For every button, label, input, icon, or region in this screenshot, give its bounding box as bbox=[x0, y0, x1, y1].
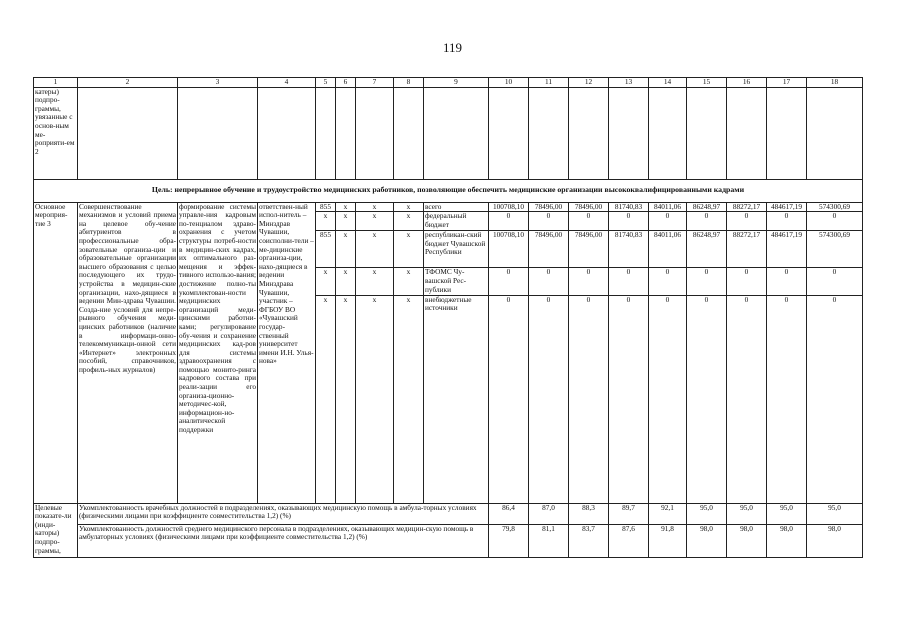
value-cell: 95,0 bbox=[727, 503, 767, 524]
value-cell: 0 bbox=[727, 295, 767, 503]
value-cell: 98,0 bbox=[807, 524, 863, 557]
event-description: Совершенствование механизмов и условий приема на целевое обу-чение абитуриентов в профессиональные обра-зовательные организа-ции и образовательные организации высшего образования с целью последующего их трудо-устройства в медицин-ские организации, нахо-дящиеся в ведении Мин-здрава Чувашии. Созда-ние условий для непре-рывного обучения меди-цинских работников (наличие в информаци-онно-телекоммуникаци-онной сети «Интернет» электронных пособий, справочников, профиль-ных журналов) bbox=[78, 202, 178, 503]
cell-c8: х bbox=[394, 212, 424, 231]
value-cell: 0 bbox=[687, 212, 727, 231]
funding-source: всего bbox=[424, 202, 489, 212]
value-cell: 89,7 bbox=[609, 503, 649, 524]
col-header: 4 bbox=[258, 78, 316, 88]
value-cell: 87,0 bbox=[529, 503, 569, 524]
cell-c5: х bbox=[316, 295, 336, 503]
value-cell: 78496,00 bbox=[529, 231, 569, 268]
value-cell: 98,0 bbox=[767, 524, 807, 557]
value-cell: 95,0 bbox=[767, 503, 807, 524]
col-header: 6 bbox=[336, 78, 356, 88]
value-cell: 86248,97 bbox=[687, 231, 727, 268]
value-cell: 81740,83 bbox=[609, 231, 649, 268]
col-header: 8 bbox=[394, 78, 424, 88]
value-cell: 0 bbox=[489, 295, 529, 503]
value-cell: 0 bbox=[529, 212, 569, 231]
cell-c6: х bbox=[336, 212, 356, 231]
page-number: 119 bbox=[442, 40, 463, 55]
event-executor: ответствен-ный испол-нитель – Минздрав Чувашии, соисполни-тели – ме-дицинские организа-ции, нахо-дящиеся в ведении Минздрава Чувашии, участник – ФГБОУ ВО «Чувашский государ-ственный университет имени И.Н. Улья-нова» bbox=[258, 202, 316, 503]
value-cell: 0 bbox=[727, 268, 767, 295]
value-cell: 88272,17 bbox=[727, 202, 767, 212]
value-cell: 0 bbox=[649, 295, 687, 503]
target-row bbox=[34, 503, 863, 524]
cell-c5: 855 bbox=[316, 202, 336, 212]
value-cell: 0 bbox=[687, 295, 727, 503]
value-cell: 84011,06 bbox=[649, 231, 687, 268]
value-cell: 0 bbox=[807, 295, 863, 503]
value-cell: 0 bbox=[649, 268, 687, 295]
cell-c7: х bbox=[356, 212, 394, 231]
col-header: 10 bbox=[489, 78, 529, 88]
value-cell: 100708,10 bbox=[489, 202, 529, 212]
cell-c5: х bbox=[316, 268, 336, 295]
col-header: 1 bbox=[34, 78, 78, 88]
value-cell: 0 bbox=[767, 268, 807, 295]
event-name: Основное мероприя-тие 3 bbox=[34, 202, 78, 503]
program-table bbox=[33, 77, 863, 558]
value-cell: 88272,17 bbox=[727, 231, 767, 268]
col-header: 7 bbox=[356, 78, 394, 88]
col-header: 14 bbox=[649, 78, 687, 88]
value-cell: 0 bbox=[807, 212, 863, 231]
value-cell: 574300,69 bbox=[807, 231, 863, 268]
value-cell: 0 bbox=[687, 268, 727, 295]
continuation-row bbox=[34, 87, 863, 179]
value-cell: 95,0 bbox=[687, 503, 727, 524]
cell-c6: х bbox=[336, 295, 356, 503]
value-cell: 0 bbox=[489, 212, 529, 231]
value-cell: 83,7 bbox=[569, 524, 609, 557]
target-row bbox=[34, 524, 863, 557]
col-header: 15 bbox=[687, 78, 727, 88]
value-cell: 574300,69 bbox=[807, 202, 863, 212]
goal-text: Цель: непрерывное обучение и трудоустройство медицинских работников, позволяющие обеспечить медицинские организации высококвалифицированными кадрами bbox=[34, 179, 863, 202]
value-cell: 484617,19 bbox=[767, 202, 807, 212]
col-header: 16 bbox=[727, 78, 767, 88]
col-header: 18 bbox=[807, 78, 863, 88]
value-cell: 0 bbox=[807, 268, 863, 295]
target-text: Укомплектованность врачебных должностей в подразделениях, оказывающих медицинскую помощь в амбула-торных условиях (физическими лицами при коэффициенте совместительства 1,2) (%) bbox=[78, 503, 489, 524]
col-header: 17 bbox=[767, 78, 807, 88]
funding-source: ТФОМС Чу-вашской Рес-публики bbox=[424, 268, 489, 295]
value-cell: 81,1 bbox=[529, 524, 569, 557]
value-cell: 0 bbox=[569, 268, 609, 295]
value-cell: 0 bbox=[609, 295, 649, 503]
funding-source: федеральный бюджет bbox=[424, 212, 489, 231]
value-cell: 0 bbox=[529, 295, 569, 503]
event-result: формирование системы управле-ния кадровым по-тенциалом здраво-охранения с учетом структуры потреб-ности в медицин-ских кадрах, их оптимального раз-мещения и эффек-тивного использо-вания; достижение полно-ты укомплектован-ности медицинских организаций меди-цинскими работни-ками; регулирование обу-чения и сохранение медицинских кад-ров для системы здравоохранения с помощью монито-ринга кадрового состава при реали-зации его организа-ционно-методичес-кой, информацион-но-аналитической поддержки bbox=[178, 202, 258, 503]
column-number-row bbox=[34, 78, 863, 88]
cell-c6: х bbox=[336, 202, 356, 212]
cell-c6: х bbox=[336, 268, 356, 295]
cell-c5: х bbox=[316, 212, 336, 231]
cell-c7: х bbox=[356, 231, 394, 268]
cell-c7: х bbox=[356, 202, 394, 212]
cell-c5: 855 bbox=[316, 231, 336, 268]
col-header: 11 bbox=[529, 78, 569, 88]
cell-c8: х bbox=[394, 268, 424, 295]
value-cell: 84011,06 bbox=[649, 202, 687, 212]
value-cell: 100708,10 bbox=[489, 231, 529, 268]
value-cell: 0 bbox=[649, 212, 687, 231]
cell-c7: х bbox=[356, 295, 394, 503]
target-text: Укомплектованность должностей среднего медицинского персонала в подразделениях, оказывающих медицин-скую помощь в амбулаторных условиях (физическими лицами при коэффициенте совместительства 1,2) (%) bbox=[78, 524, 489, 557]
targets-label: Целевые показате-ли (инди-каторы) подпро-граммы, bbox=[34, 503, 78, 557]
value-cell: 0 bbox=[489, 268, 529, 295]
value-cell: 78496,00 bbox=[569, 202, 609, 212]
value-cell: 0 bbox=[569, 212, 609, 231]
value-cell: 0 bbox=[609, 268, 649, 295]
value-cell: 0 bbox=[569, 295, 609, 503]
value-cell: 88,3 bbox=[569, 503, 609, 524]
value-cell: 79,8 bbox=[489, 524, 529, 557]
goal-row bbox=[34, 179, 863, 202]
value-cell: 0 bbox=[609, 212, 649, 231]
continuation-label: катеры) подпро-граммы, увязанные с основ-ным ме-роприяти-ем 2 bbox=[34, 87, 78, 179]
cell-c8: х bbox=[394, 231, 424, 268]
col-header: 2 bbox=[78, 78, 178, 88]
event-row bbox=[34, 202, 863, 212]
value-cell: 78496,00 bbox=[569, 231, 609, 268]
cell-c6: х bbox=[336, 231, 356, 268]
value-cell: 95,0 bbox=[807, 503, 863, 524]
value-cell: 98,0 bbox=[727, 524, 767, 557]
value-cell: 484617,19 bbox=[767, 231, 807, 268]
value-cell: 86248,97 bbox=[687, 202, 727, 212]
funding-source: внебюджетные источники bbox=[424, 295, 489, 503]
value-cell: 87,6 bbox=[609, 524, 649, 557]
value-cell: 86,4 bbox=[489, 503, 529, 524]
value-cell: 0 bbox=[767, 212, 807, 231]
funding-source: республикан-ский бюджет Чувашской Республики bbox=[424, 231, 489, 268]
col-header: 9 bbox=[424, 78, 489, 88]
cell-c8: х bbox=[394, 202, 424, 212]
value-cell: 81740,83 bbox=[609, 202, 649, 212]
value-cell: 91,8 bbox=[649, 524, 687, 557]
value-cell: 0 bbox=[529, 268, 569, 295]
col-header: 3 bbox=[178, 78, 258, 88]
cell-c7: х bbox=[356, 268, 394, 295]
cell-c8: х bbox=[394, 295, 424, 503]
value-cell: 98,0 bbox=[687, 524, 727, 557]
col-header: 5 bbox=[316, 78, 336, 88]
col-header: 12 bbox=[569, 78, 609, 88]
col-header: 13 bbox=[609, 78, 649, 88]
value-cell: 78496,00 bbox=[529, 202, 569, 212]
value-cell: 0 bbox=[727, 212, 767, 231]
value-cell: 0 bbox=[767, 295, 807, 503]
value-cell: 92,1 bbox=[649, 503, 687, 524]
